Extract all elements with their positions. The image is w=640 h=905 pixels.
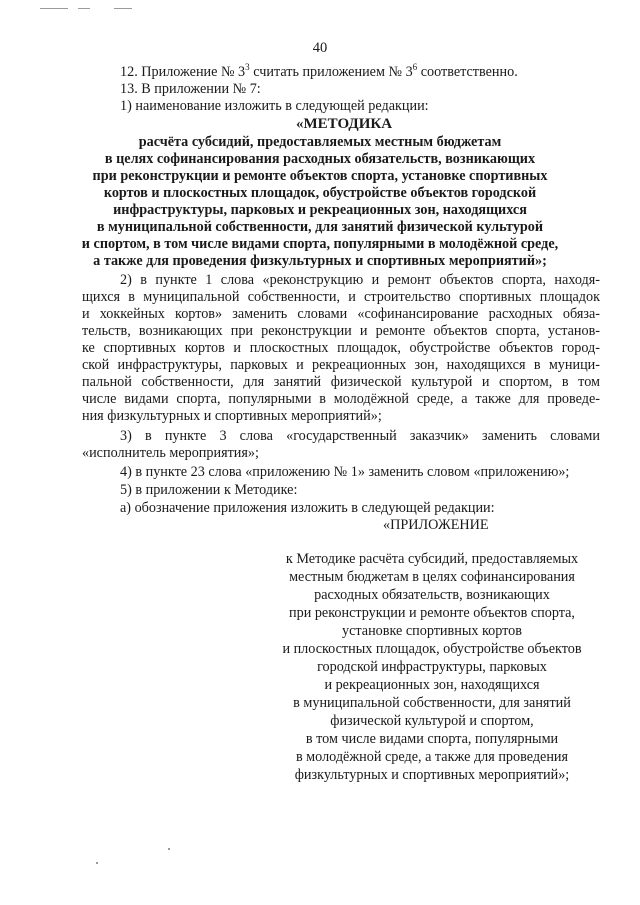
item-2-line-last: ния физкультурных и спортивных мероприятий»;: [82, 408, 382, 424]
item-a: а) обозначение приложения изложить в следующей редакции:: [120, 500, 495, 516]
method-heading: «МЕТОДИКА: [296, 116, 393, 132]
item-1: 1) наименование изложить в следующей редакции:: [120, 98, 429, 114]
item-2-line: числе видами спорта, популярными в молодёжной среде, а также для проведе-: [82, 391, 600, 407]
method-title-line: и спортом, в том числе видами спорта, популярными в молодёжной среде,: [81, 236, 559, 252]
appendix-line: в молодёжной среде, а также для проведения: [295, 749, 569, 765]
item-2-line: ской инфраструктуры, парковых и рекреационных зон, находящихся в муници-: [82, 357, 600, 373]
appendix-line: в том числе видами спорта, популярными: [305, 731, 559, 747]
appendix-line: в муниципальной собственности, для занятий: [293, 695, 571, 711]
appendix-line: физкультурных и спортивных мероприятий»;: [294, 767, 570, 783]
page-number: 40: [312, 40, 328, 56]
method-title-line: инфраструктуры, парковых и рекреационных зон, находящихся: [113, 202, 527, 218]
paragraph-13: 13. В приложении № 7:: [120, 81, 261, 97]
item-2-line: щихся в муниципальной собственности, и строительство спортивных площадок: [82, 289, 600, 305]
method-title-line: кортов и плоскостных площадок, обустройстве объектов городской: [103, 185, 537, 201]
item-3-line: 3) в пункте 3 слова «государственный заказчик» заменить словами: [120, 428, 600, 444]
scan-mark: [114, 8, 132, 9]
paragraph-12: [120, 64, 518, 81]
scan-mark: [78, 8, 90, 9]
scan-speck: [96, 862, 98, 864]
method-title-line: при реконструкции и ремонте объектов спорта, установке спортивных: [92, 168, 548, 184]
item-2-line: тельств, возникающих при реконструкции и ремонте объектов спорта, установ-: [82, 323, 600, 339]
item-3-line-last: «исполнитель мероприятия»;: [82, 445, 259, 461]
appendix-line: местным бюджетам в целях софинансирования: [289, 569, 575, 585]
appendix-line: городской инфраструктуры, парковых: [317, 659, 547, 675]
appendix-line: и плоскостных площадок, обустройстве объектов: [282, 641, 582, 657]
method-title-line: в муниципальной собственности, для занятий физической культурой: [96, 219, 544, 235]
appendix-line: к Методике расчёта субсидий, предоставляемых: [285, 551, 579, 567]
appendix-line: расходных обязательств, возникающих: [314, 587, 550, 603]
appendix-heading: «ПРИЛОЖЕНИЕ: [383, 517, 489, 533]
scan-mark: [40, 8, 68, 9]
appendix-line: установке спортивных кортов: [342, 623, 522, 639]
scan-speck: [168, 848, 170, 850]
item-2-line: пальной собственности, для занятий физической культурой и спортом, в том: [82, 374, 600, 390]
appendix-line: и рекреационных зон, находящихся: [324, 677, 540, 693]
method-title-line: в целях софинансирования расходных обязательств, возникающих: [104, 151, 536, 167]
item-4: 4) в пункте 23 слова «приложению № 1» заменить словом «приложению»;: [120, 464, 570, 480]
superscript: 3: [245, 62, 250, 72]
item-2-line: и хоккейных кортов» заменить словами «софинансирование расходных обяза-: [82, 306, 600, 322]
appendix-line: физической культурой и спортом,: [330, 713, 534, 729]
paragraph-12-text: соответственно.: [417, 64, 518, 80]
item-2-line: ке спортивных кортов и плоскостных площадок, обустройстве объектов город-: [82, 340, 600, 356]
method-title-line: расчёта субсидий, предоставляемых местным бюджетам: [138, 134, 502, 150]
item-2-line: 2) в пункте 1 слова «реконструкцию и ремонт объектов спорта, находя-: [120, 272, 600, 288]
item-5: 5) в приложении к Методике:: [120, 482, 298, 498]
paragraph-12-text: считать приложением № 3: [249, 64, 413, 80]
superscript: 6: [412, 62, 418, 72]
method-title-line: а также для проведения физкультурных и спортивных мероприятий»;: [93, 253, 547, 269]
appendix-line: при реконструкции и ремонте объектов спорта,: [289, 605, 575, 621]
paragraph-12-text: 12. Приложение № 3: [120, 64, 246, 80]
